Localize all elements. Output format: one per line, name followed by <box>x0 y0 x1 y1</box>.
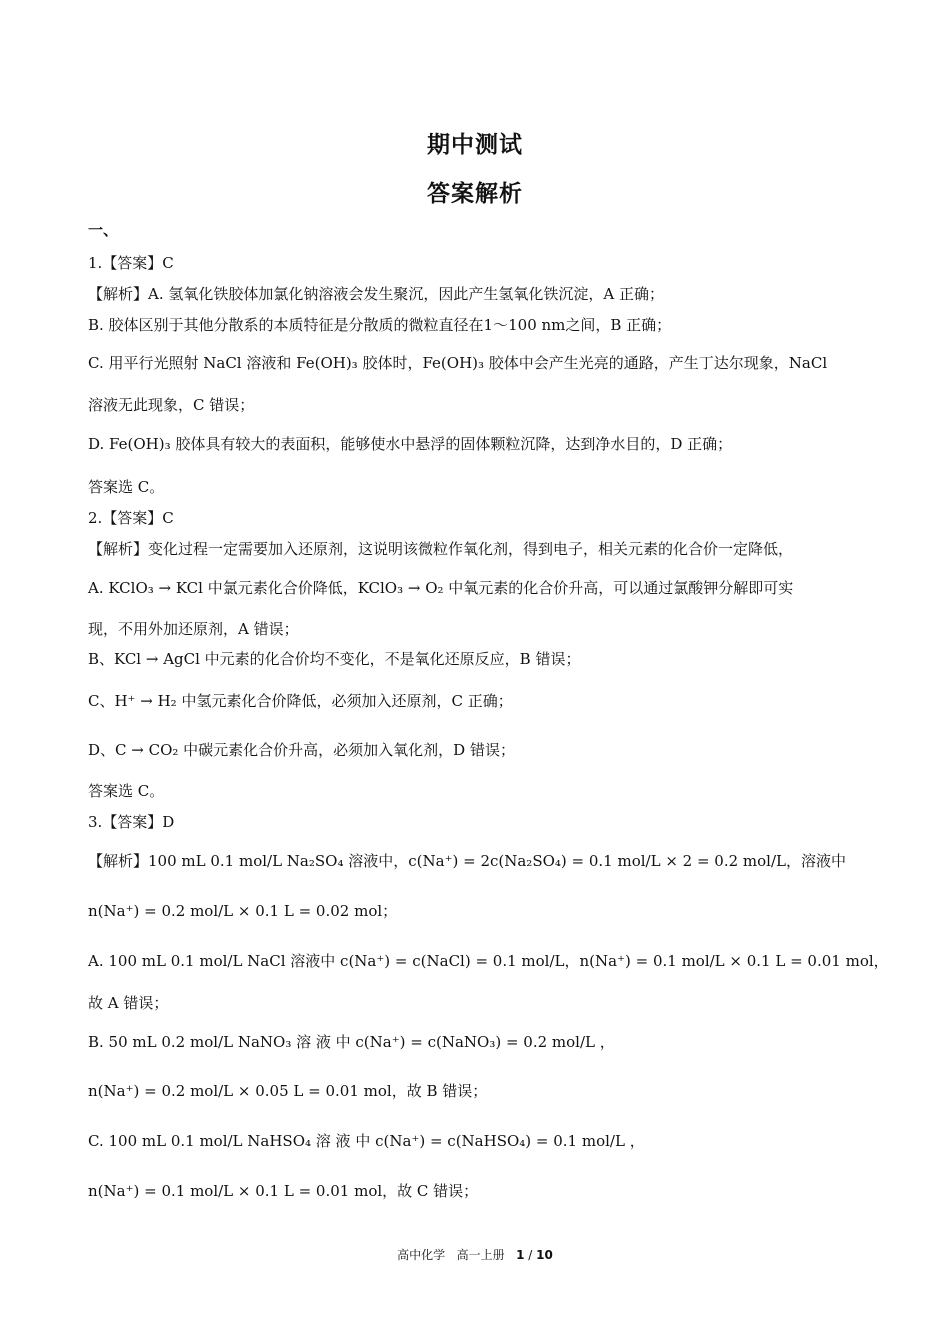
q1-analysis-d: D. Fe(OH)₃ 胶体具有较大的表面积，能够使水中悬浮的固体颗粒沉降，达到净水目的，D 正确； <box>88 435 733 453</box>
q2-analysis-c: C、H⁺ → H₂ 中氢元素化合价降低，必须加入还原剂，C 正确； <box>88 692 513 710</box>
q2-analysis-a2: 现，不用外加还原剂，A 错误； <box>88 620 299 638</box>
page-title: 期中测试 <box>427 132 523 158</box>
q1-analysis-a: 【解析】A. 氢氧化铁胶体加氯化钠溶液会发生聚沉，因此产生氢氧化铁沉淀，A 正确； <box>88 285 664 303</box>
footer-separator: / <box>528 1248 533 1262</box>
q1-conclusion: 答案选 C。 <box>88 478 165 496</box>
q3-answer: 3.【答案】D <box>88 813 175 831</box>
q2-analysis-intro: 【解析】变化过程一定需要加入还原剂，这说明该微粒作氧化剂，得到电子，相关元素的化合价一定降低， <box>88 540 794 558</box>
q3-analysis-intro1: 【解析】100 mL 0.1 mol/L Na₂SO₄ 溶液中，c(Na⁺) = 2c(Na₂SO₄) = 0.1 mol/L × 2 = 0.2 mol/L，溶液中 <box>88 852 846 870</box>
q1-analysis-c2: 溶液无此现象，C 错误； <box>88 396 255 414</box>
footer-subject: 高中化学 <box>397 1248 446 1262</box>
q1-answer: 1.【答案】C <box>88 254 174 272</box>
footer-page-total: 10 <box>536 1248 553 1262</box>
q2-analysis-b: B、KCl → AgCl 中元素的化合价均不变化，不是氧化还原反应，B 错误； <box>88 650 581 668</box>
page-subtitle: 答案解析 <box>427 181 523 207</box>
q3-analysis-b2: n(Na⁺) = 0.2 mol/L × 0.05 L = 0.01 mol，故 B 错误； <box>88 1082 488 1100</box>
q1-analysis-c1: C. 用平行光照射 NaCl 溶液和 Fe(OH)₃ 胶体时，Fe(OH)₃ 胶体中会产生光亮的通路，产生丁达尔现象，NaCl <box>88 354 828 372</box>
q3-analysis-b1: B. 50 mL 0.2 mol/L NaNO₃ 溶 液 中 c(Na⁺) = c(NaNO₃) = 0.2 mol/L ， <box>88 1033 615 1051</box>
q3-analysis-c2: n(Na⁺) = 0.1 mol/L × 0.1 L = 0.01 mol，故 C 错误； <box>88 1182 479 1200</box>
footer-page-current: 1 <box>516 1248 525 1262</box>
q2-answer: 2.【答案】C <box>88 509 174 527</box>
footer-grade: 高一上册 <box>456 1248 505 1262</box>
q2-conclusion: 答案选 C。 <box>88 782 165 800</box>
q3-analysis-a1: A. 100 mL 0.1 mol/L NaCl 溶液中 c(Na⁺) = c(NaCl) = 0.1 mol/L，n(Na⁺) = 0.1 mol/L × 0.1 L = 0.01 mol， <box>88 952 889 970</box>
q1-analysis-b: B. 胶体区别于其他分散系的本质特征是分散质的微粒直径在1～100 nm之间，B 正确； <box>88 316 672 334</box>
page-footer <box>0 1246 950 1263</box>
q3-analysis-intro2: n(Na⁺) = 0.2 mol/L × 0.1 L = 0.02 mol； <box>88 902 398 920</box>
section-heading: 一、 <box>88 221 119 239</box>
q2-analysis-a1: A. KClO₃ → KCl 中氯元素化合价降低，KClO₃ → O₂ 中氧元素的化合价升高，可以通过氯酸钾分解即可实 <box>88 579 794 597</box>
q3-analysis-a2: 故 A 错误； <box>88 994 169 1012</box>
q3-analysis-c1: C. 100 mL 0.1 mol/L NaHSO₄ 溶 液 中 c(Na⁺) = c(NaHSO₄) = 0.1 mol/L ， <box>88 1132 645 1150</box>
q2-analysis-d: D、C → CO₂ 中碳元素化合价升高，必须加入氧化剂，D 错误； <box>88 741 515 759</box>
